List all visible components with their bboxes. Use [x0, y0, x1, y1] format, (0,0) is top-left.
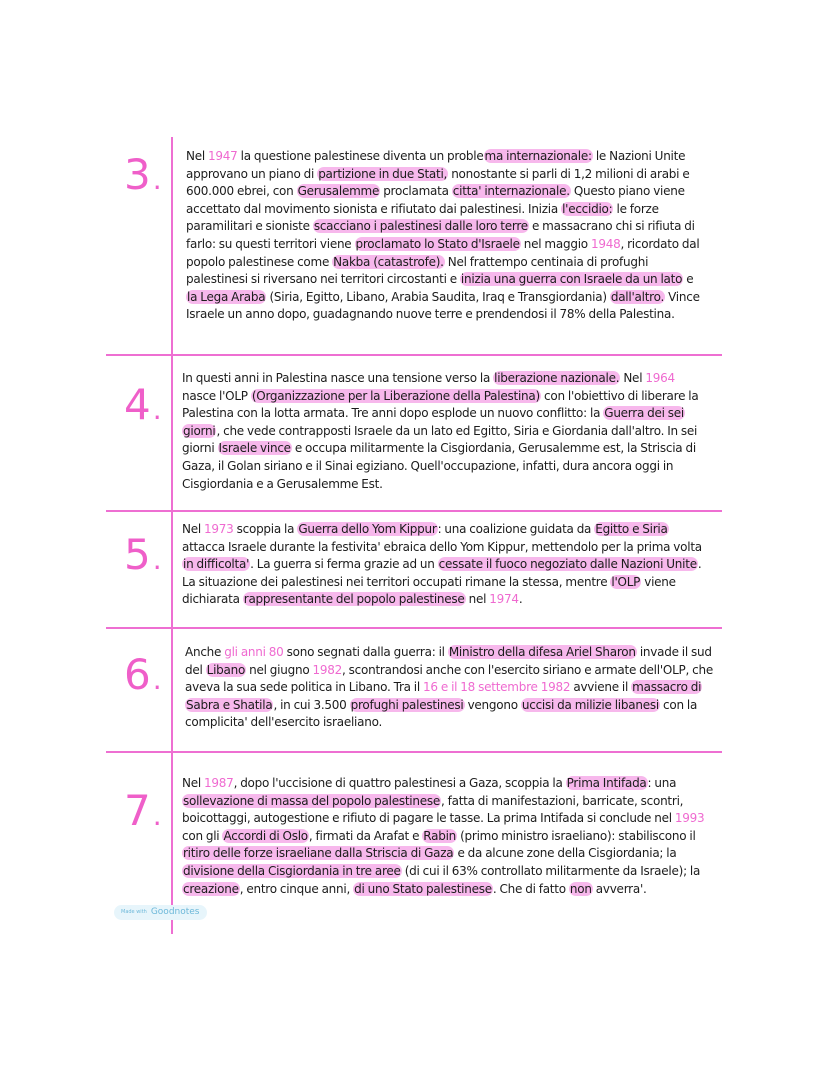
pink-date-text: 1964 — [645, 371, 675, 385]
highlighted-text: profughi palestinesi — [350, 697, 464, 712]
highlighted-text: Guerra dei sei giorni — [183, 406, 684, 438]
body-text: proclamata — [380, 184, 452, 199]
body-text: e — [683, 272, 694, 287]
body-text: Anche — [185, 645, 225, 659]
body-text: le Nazioni Unite approvano un piano di — [186, 149, 686, 181]
body-text: e occupa militarmente la Cisgiordania, Gerusalemme est, la Striscia di Gaza, il Golan siriano e il Sinai egiziano. Quell'occupazione, infatti, dura ancora oggi in Cisgiordania e a Gerusalemme Est. — [182, 441, 696, 491]
highlighted-text: Rabin — [423, 828, 457, 843]
highlighted-text: massacro di Sabra e Shatila — [186, 680, 702, 712]
section-3-text — [186, 148, 706, 324]
body-text: con l'obiettivo di liberare la Palestina con la lotta armata. Tre anni dopo esplode un nuovo conflitto: la — [182, 388, 699, 421]
body-text: (di cui il 63% controllato militarmente da Israele); la — [401, 863, 701, 878]
highlighted-text: di uno Stato palestinese — [354, 881, 492, 896]
section-divider — [106, 751, 722, 753]
body-text: (primo ministro israeliano): stabiliscono il — [457, 828, 696, 843]
pink-date-text: 1948 — [590, 236, 621, 251]
section-divider — [106, 627, 722, 629]
section-number-6: 6. — [124, 650, 162, 699]
body-text: e da alcune zone della Cisgiordania; la — [454, 846, 677, 861]
body-text: vengono — [464, 697, 521, 712]
body-text: attacca Israele durante la festivita' ebraica dello Yom Kippur, mettendolo per la prima volta — [182, 539, 702, 554]
pink-date-text: gli anni 80 — [224, 645, 284, 659]
highlighted-text: partizione in due Stati, — [318, 166, 448, 181]
highlighted-text: Ministro della difesa Ariel Sharon — [448, 645, 636, 659]
section-number-7: 7. — [124, 786, 162, 835]
body-text: : una coalizione guidata da — [437, 522, 595, 536]
body-text: . La guerra si ferma grazie ad un — [250, 557, 438, 572]
body-text: con la complicita' dell'esercito israeliano. — [185, 697, 698, 730]
body-text: In questi anni in Palestina nasce una tensione verso la — [182, 371, 494, 385]
body-text: Questo piano viene accettato dal movimento sionista e rifiutato dai palestinesi. Inizia — [186, 184, 685, 216]
highlighted-text: uccisi da milizie libanesi — [521, 697, 659, 712]
highlighted-text: liberazione nazionale. — [494, 371, 620, 385]
body-text: (Siria, Egitto, Libano, Arabia Saudita, Iraq e Transgiordania) — [266, 289, 610, 304]
body-text: sono segnati dalla guerra: il — [283, 645, 448, 659]
body-text: invade il sud del — [185, 645, 712, 677]
body-text: le forze paramilitari e sioniste — [186, 201, 659, 234]
highlighted-text: Libano — [206, 662, 246, 677]
pink-date-text: 16 e il 18 settembre 1982 — [423, 680, 571, 695]
highlighted-text: cessate il fuoco negoziato dalle Nazioni Unite — [438, 557, 697, 572]
highlighted-text: Israele vince — [218, 441, 291, 456]
highlighted-text: creazione — [183, 881, 239, 896]
highlighted-text: ritiro delle forze israeliane dalla Striscia di Gaza — [183, 846, 454, 861]
body-text: la questione palestinese diventa un proble — [237, 149, 484, 163]
body-text: viene dichiarata — [182, 574, 676, 607]
pink-date-text: 1987 — [204, 776, 234, 790]
section-number-3: 3. — [124, 150, 162, 199]
body-text: Nel — [182, 776, 205, 790]
highlighted-text: non — [569, 881, 592, 896]
section-divider — [106, 510, 722, 512]
highlighted-text: Nakba (catastrofe). — [333, 254, 444, 269]
body-text: . Che di fatto — [492, 881, 569, 896]
highlighted-text: ma internazionale: — [484, 149, 592, 163]
highlighted-text: proclamato lo Stato d'Israele — [355, 236, 520, 251]
body-text: nonostante si parli di 1,2 milioni di arabi e 600.000 ebrei, con — [186, 166, 690, 199]
highlighted-text: inizia una guerra con Israele da un lato — [460, 272, 683, 287]
body-text: nel maggio — [520, 236, 591, 251]
pink-date-text: 1974 — [489, 592, 519, 607]
pink-date-text: 1947 — [208, 149, 238, 163]
body-text: avverra'. — [592, 881, 647, 896]
body-text: , firmati da Arafat e — [308, 828, 423, 843]
body-text: Nel — [182, 522, 205, 536]
made-with-goodnotes-badge: Made with Goodnotes — [114, 905, 207, 920]
body-text: , che vede contrapposti Israele da un lato ed Egitto, Siria e Giordania dall'altro. In sei giorni — [182, 423, 698, 456]
body-text: Vince Israele un anno dopo, guadagnando nuove terre e prendendosi il 78% della Palestina. — [186, 289, 700, 322]
section-number-4: 4. — [124, 380, 162, 429]
body-text: , scontrandosi anche con l'esercito siriano e armate dell'OLP, che aveva la sua sede politica in Libano. Tra il — [185, 662, 713, 695]
highlighted-text: scacciano i palestinesi dalle loro terre — [313, 219, 528, 234]
body-text: : una — [647, 776, 677, 790]
body-text: . La situazione dei palestinesi nei territori occupati rimane la stessa, mentre — [182, 557, 702, 589]
body-text: nel giugno — [246, 662, 313, 677]
section-4-text — [182, 370, 710, 493]
section-7-text — [182, 775, 710, 898]
body-text: con gli — [182, 828, 223, 843]
pink-date-text: 1993 — [674, 811, 705, 826]
highlighted-text: Egitto e Siria — [595, 522, 668, 536]
body-text: e massacrano chi si rifiuta di farlo: su questi territori viene — [186, 219, 695, 251]
highlighted-text: l'eccidio: — [562, 201, 613, 216]
section-divider — [106, 354, 722, 356]
highlighted-text: rappresentante del popolo palestinese — [243, 592, 465, 607]
highlighted-text: Accordi di Oslo — [223, 828, 308, 843]
highlighted-text: Guerra dello Yom Kippur — [298, 522, 437, 536]
body-text: , dopo l'uccisione di quattro palestinesi a Gaza, scoppia la — [233, 776, 566, 790]
vertical-margin-line — [171, 137, 173, 934]
body-text: nasce l'OLP — [182, 388, 251, 403]
highlighted-text: dall'altro. — [610, 289, 665, 304]
highlighted-text: la Lega Araba — [187, 289, 266, 304]
highlighted-text: citta' internazionale. — [452, 184, 570, 199]
body-text: Nel frattempo centinaia di profughi palestinesi si riversano nei territori circostanti e — [186, 254, 649, 287]
highlighted-text: in difficolta' — [183, 557, 250, 572]
highlighted-text: divisione della Cisgiordania in tre aree — [183, 863, 401, 878]
body-text: Nel — [186, 149, 209, 163]
body-text: . — [518, 592, 523, 607]
section-6-text — [185, 644, 713, 732]
body-text: , in cui 3.500 — [273, 697, 350, 712]
highlighted-text: (Organizzazione per la Liberazione della Palestina) — [251, 388, 540, 403]
body-text: , fatta di manifestazioni, barricate, scontri, boicottaggi, autogestione e rifiuto di pagare le tasse. La prima Intifada si conclude nel — [182, 793, 684, 826]
pink-date-text: 1982 — [312, 662, 343, 677]
body-text: nel — [465, 592, 490, 607]
highlighted-text: l'OLP — [611, 574, 641, 589]
body-text: , entro cinque anni, — [239, 881, 354, 896]
pink-date-text: 1973 — [204, 522, 234, 536]
body-text: scoppia la — [233, 522, 298, 536]
body-text: , ricordato dal popolo palestinese come — [186, 236, 700, 269]
body-text: avviene il — [570, 680, 632, 695]
highlighted-text: Prima Intifada — [566, 776, 647, 790]
section-5-text — [182, 521, 710, 609]
section-number-5: 5. — [124, 530, 162, 579]
highlighted-text: Gerusalemme — [297, 184, 380, 199]
highlighted-text: sollevazione di massa del popolo palestinese — [183, 793, 441, 808]
body-text: Nel — [620, 371, 646, 385]
